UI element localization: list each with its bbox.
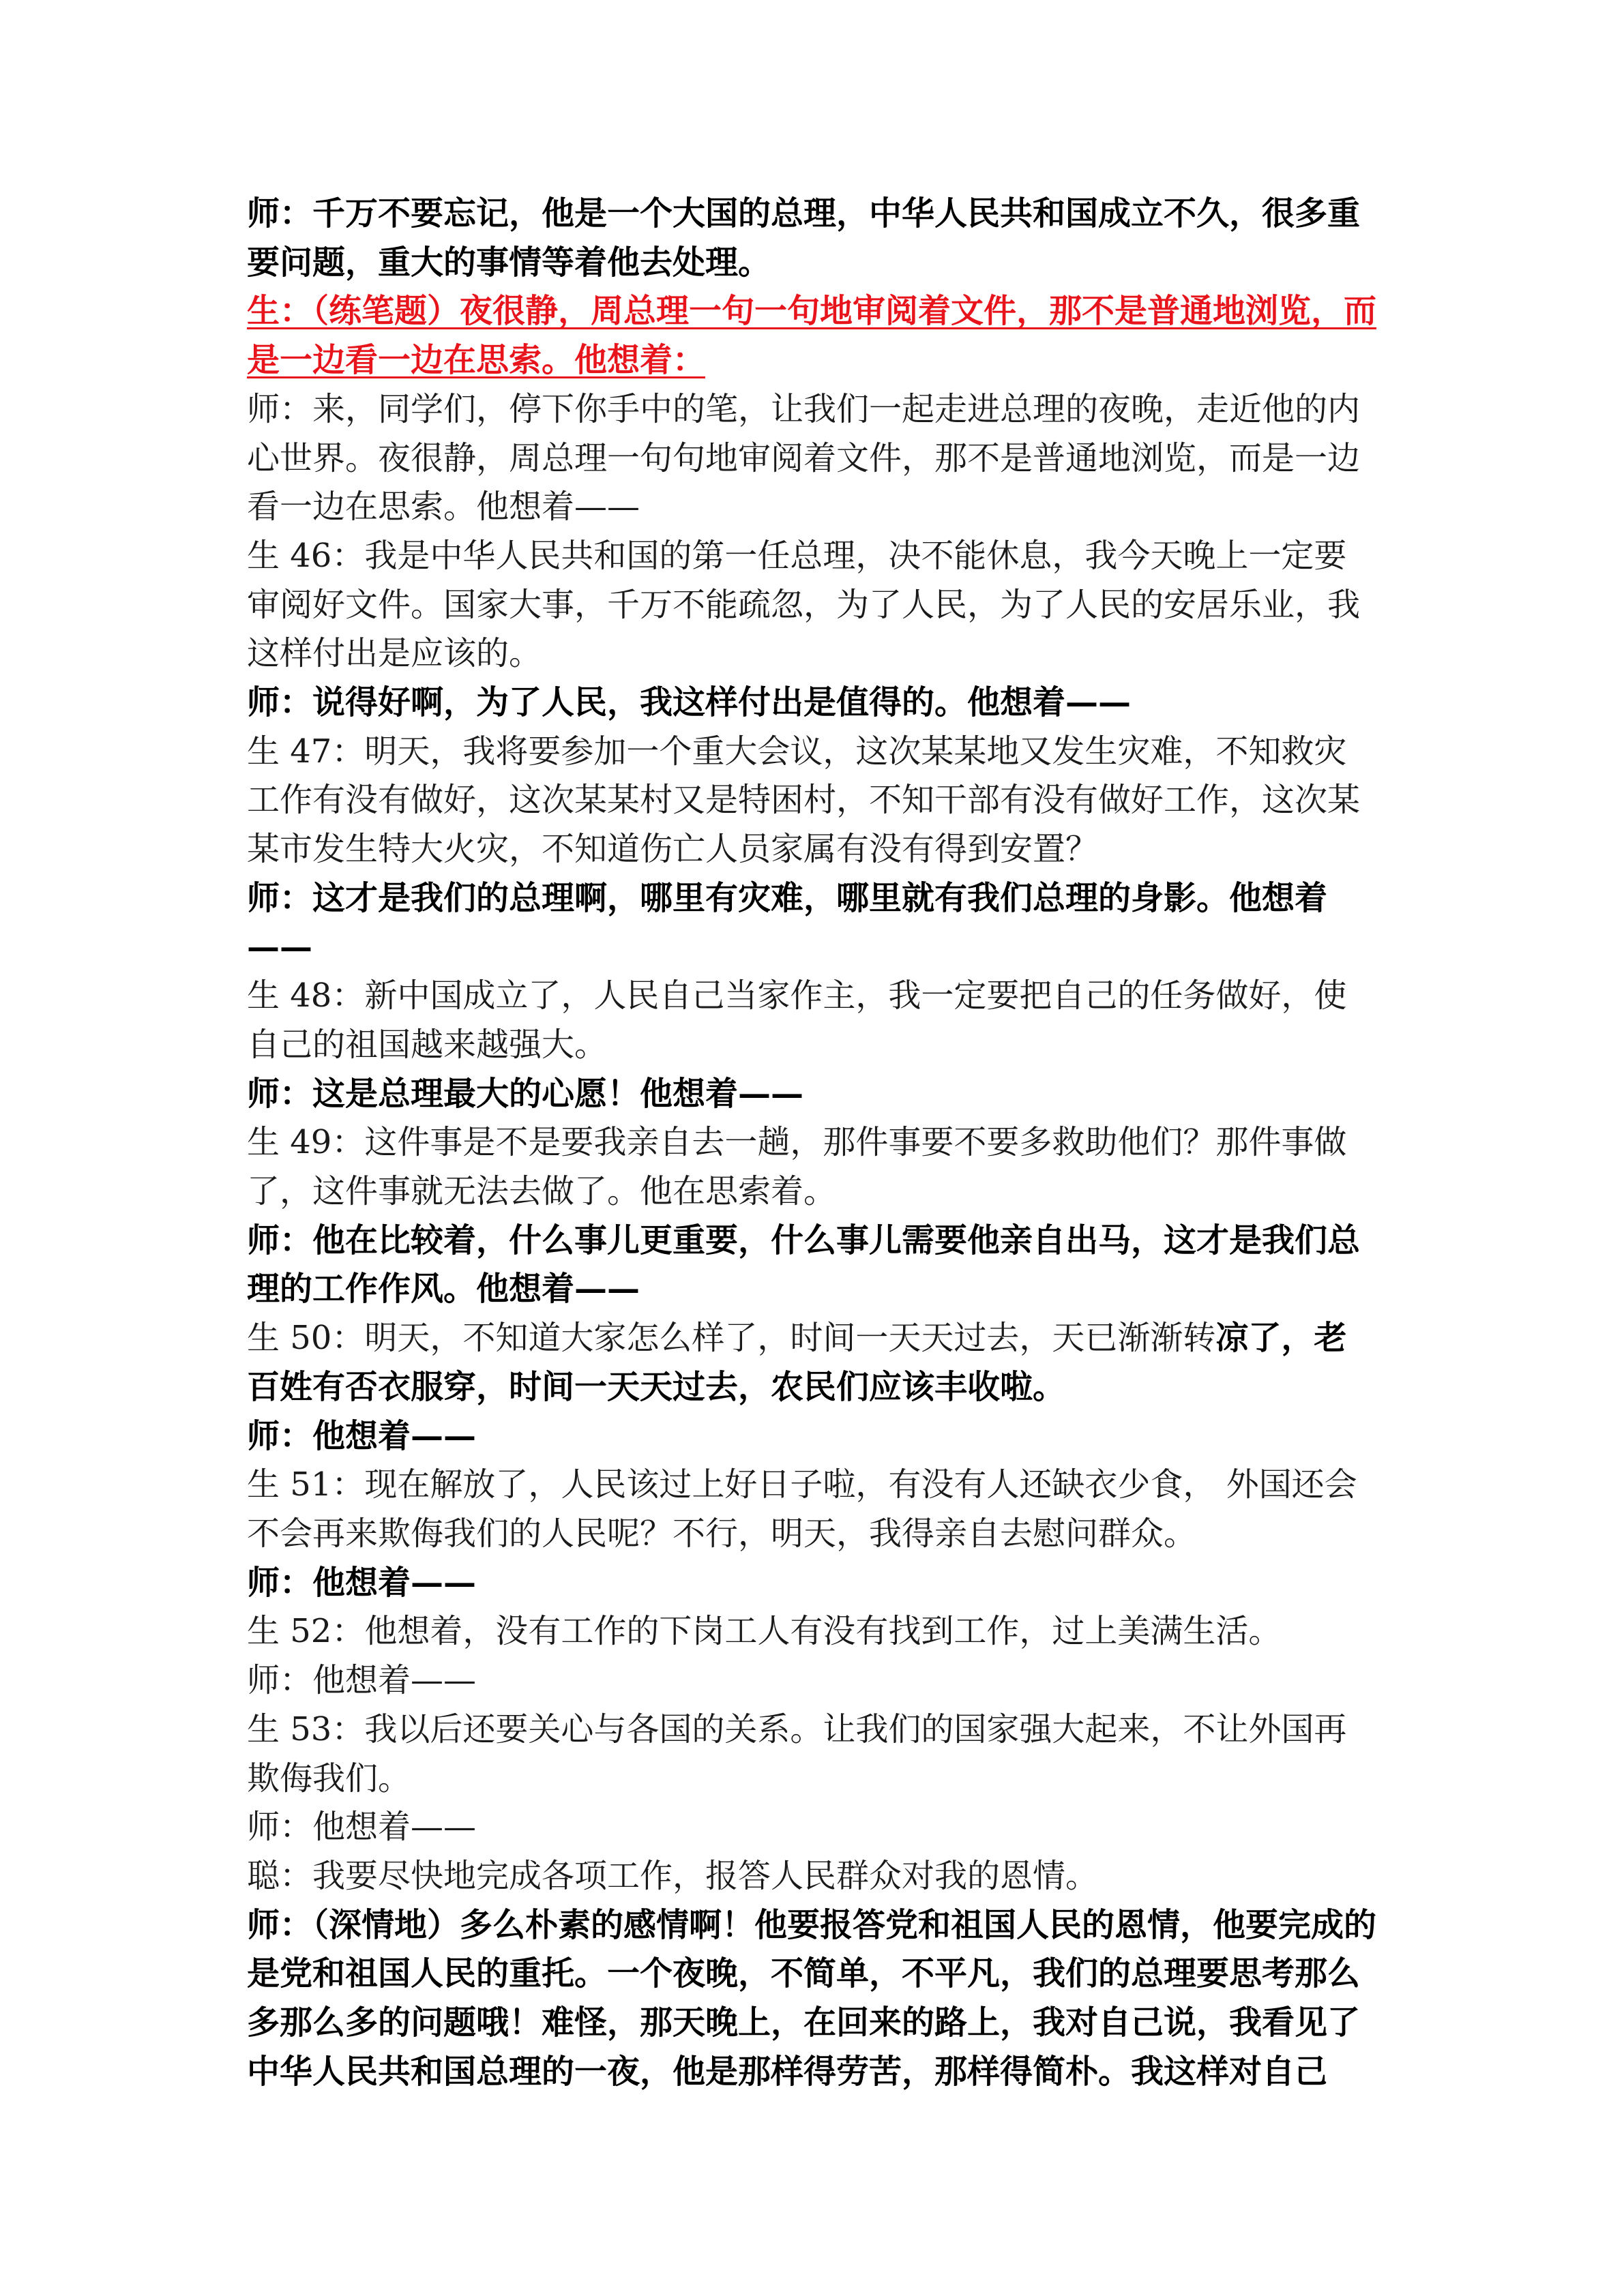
teacher-paragraph-1: 师：千万不要忘记，他是一个大国的总理，中华人民共和国成立不久，很多重要问题，重大的事情等着他去处理。 [247,194,1361,282]
student-50-paragraph [247,1314,1379,1412]
teacher-paragraph-6: 师：他在比较着，什么事儿更重要，什么事儿需要他亲自出马，这才是我们总理的工作作风。他想着—— [247,1221,1361,1309]
student-53-paragraph: 生 53：我以后还要关心与各国的关系。让我们的国家强大起来，不让外国再欺侮我们。 [247,1710,1347,1798]
student-cong-paragraph: 聪：我要尽快地完成各项工作，报答人民群众对我的恩情。 [247,1856,1099,1895]
student-51-paragraph: 生 51：现在解放了，人民该过上好日子啦，有没有人还缺衣少食， 外国还会不会再来欺侮我们的人民呢？不行，明天，我得亲自去慰问群众。 [247,1465,1357,1553]
student-46-paragraph: 生 46：我是中华人民共和国的第一任总理，决不能休息，我今天晚上一定要审阅好文件。国家大事，千万不能疏忽，为了人民，为了人民的安居乐业，我这样付出是应该的。 [247,536,1361,673]
student-48-paragraph: 生 48：新中国成立了，人民自己当家作主，我一定要把自己的任务做好，使自己的祖国越来越强大。 [247,976,1347,1064]
teacher-paragraph-11: 师：（深情地）多么朴素的感情啊！他要报答党和祖国人民的恩情，他要完成的是党和祖国人民的重托。一个夜晚，不简单，不平凡，我们的总理要思考那么多那么多的问题哦！难怪，那天晚上，在回来的路上，我对自己说，我看见了中华人民共和国总理的一夜，他是那样得劳苦，那样得简朴。我这样对自己 [247,1905,1377,2091]
student-52-paragraph: 生 52：他想着，没有工作的下岗工人有没有找到工作，过上美满生活。 [247,1612,1282,1651]
student-50-part-normal: 生 50：明天，不知道大家怎么样了，时间一天天过去，天已渐渐转 [247,1319,1216,1358]
teacher-paragraph-5: 师：这是总理最大的心愿！他想着—— [247,1074,804,1113]
teacher-paragraph-4: 师：这才是我们的总理啊，哪里有灾难，哪里就有我们总理的身影。他想着—— [247,878,1328,966]
student-50-part-bold: 凉了，老百姓有否衣服穿，时间一天天过去，农民们应该丰收啦。 [247,1319,1347,1406]
teacher-paragraph-10: 师：他想着—— [247,1808,477,1847]
teacher-paragraph-3: 师：说得好啊，为了人民，我这样付出是值得的。他想着—— [247,683,1132,722]
teacher-paragraph-9: 师：他想着—— [247,1661,477,1700]
teacher-paragraph-8: 师：他想着—— [247,1563,477,1602]
student-47-paragraph: 生 47：明天，我将要参加一个重大会议，这次某某地又发生灾难，不知救灾工作有没有做好，这次某某村又是特困村，不知干部有没有做好工作，这次某某市发生特大火灾，不知道伤亡人员家属有没有得到安置？ [247,732,1361,869]
writing-exercise-prompt: 生：（练笔题）夜很静，周总理一句一句地审阅着文件，那不是普通地浏览，而是一边看一边在思索。他想着： [247,292,1377,380]
teacher-paragraph-7: 师：他想着—— [247,1416,477,1455]
document-page [247,190,1379,2096]
teacher-paragraph-2: 师：来，同学们，停下你手中的笔，让我们一起走进总理的夜晚，走近他的内心世界。夜很静，周总理一句句地审阅着文件，那不是普通地浏览，而是一边看一边在思索。他想着—— [247,389,1361,526]
student-49-paragraph: 生 49：这件事是不是要我亲自去一趟，那件事要不要多救助他们？那件事做了，这件事就无法去做了。他在思索着。 [247,1123,1347,1211]
